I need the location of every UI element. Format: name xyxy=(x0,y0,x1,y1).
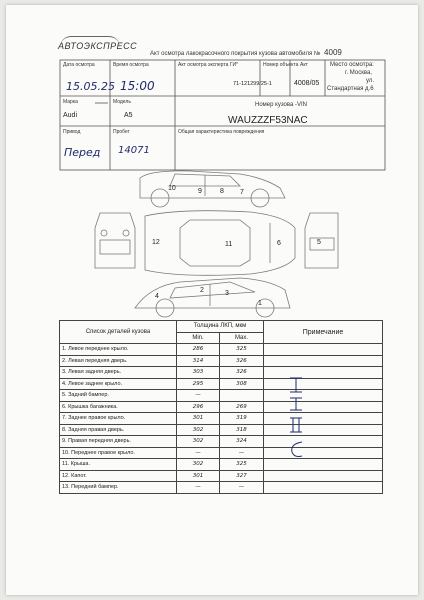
table-row xyxy=(60,447,383,459)
zone-label-1: 1 xyxy=(258,300,262,307)
table-row xyxy=(60,470,383,482)
table-row xyxy=(60,390,383,402)
col-max-header: Max. xyxy=(220,332,264,344)
thickness-min: 295 xyxy=(177,378,220,390)
object-number-label: Номер объекта xyxy=(263,62,299,68)
zone-label-6: 6 xyxy=(277,240,281,247)
col-thickness-header: Толщина ЛКП, мкм xyxy=(177,321,264,333)
note-mark-1 xyxy=(290,378,302,392)
note-mark-4 xyxy=(292,442,302,457)
thickness-min: 301 xyxy=(177,470,220,482)
thickness-max: 327 xyxy=(220,470,264,482)
thickness-min: 314 xyxy=(177,355,220,367)
date-label: Дата осмотра xyxy=(63,62,95,68)
right-side-view xyxy=(140,171,285,207)
part-name: 12. Капот. xyxy=(60,470,177,482)
thickness-min: 286 xyxy=(177,344,220,356)
place-value-address: Стандартная д.6 xyxy=(327,86,374,92)
thickness-min: 303 xyxy=(177,367,220,379)
part-name: 8. Задняя правая дверь. xyxy=(60,424,177,436)
document-title-text: Акт осмотра лакокрасочного покрытия кузова автомобиля № xyxy=(150,51,321,57)
thickness-min: 296 xyxy=(177,401,220,413)
thickness-min: 301 xyxy=(177,413,220,425)
table-row xyxy=(60,436,383,448)
model-value: A5 xyxy=(124,112,133,119)
logo-text: АВТОЭКСПРЕСС xyxy=(58,41,138,51)
thickness-min: — xyxy=(177,482,220,494)
part-name: 2. Левая передняя дверь. xyxy=(60,355,177,367)
thickness-max: 325 xyxy=(220,344,264,356)
table-row xyxy=(60,482,383,494)
object-number-value: 71-121299/25-1 xyxy=(233,81,272,87)
thickness-max: 326 xyxy=(220,355,264,367)
thickness-max: 326 xyxy=(220,367,264,379)
note-mark-3 xyxy=(290,418,302,432)
brand-value: Audi xyxy=(63,112,78,119)
note-mark-2 xyxy=(290,398,302,410)
zone-label-4: 4 xyxy=(155,293,159,300)
part-name: 7. Заднее правое крыло. xyxy=(60,413,177,425)
top-view xyxy=(145,211,295,276)
part-name: 11. Крыша. xyxy=(60,459,177,471)
drive-value: Перед xyxy=(64,146,101,159)
col-min-header: Min. xyxy=(177,332,220,344)
thickness-min: — xyxy=(177,390,220,402)
thickness-min: — xyxy=(177,447,220,459)
table-row xyxy=(60,378,383,390)
place-value-city: г. Москва, xyxy=(345,70,372,76)
part-name: 13. Передний бампер. xyxy=(60,482,177,494)
zone-label-2: 2 xyxy=(200,287,204,294)
document-number: 4009 xyxy=(324,48,342,57)
table-row xyxy=(60,459,383,471)
zone-label-12: 12 xyxy=(152,239,160,246)
act-value: 4008/05 xyxy=(294,80,320,87)
zone-label-10: 10 xyxy=(168,185,176,192)
thickness-max: 318 xyxy=(220,424,264,436)
thickness-max: — xyxy=(220,482,264,494)
model-label: Модель xyxy=(113,99,131,105)
handwritten-notes xyxy=(280,370,320,490)
thickness-max: 269 xyxy=(220,401,264,413)
table-row xyxy=(60,413,383,425)
zone-label-9: 9 xyxy=(198,188,202,195)
act-label: Акт xyxy=(300,62,308,68)
thickness-min: 302 xyxy=(177,436,220,448)
date-value: 15.05.25 xyxy=(66,80,115,93)
rear-view xyxy=(305,213,338,268)
part-name: 6. Крышка багажника. xyxy=(60,401,177,413)
zone-label-7: 7 xyxy=(240,189,244,196)
time-value: 15:00 xyxy=(120,79,155,93)
zone-label-11: 11 xyxy=(225,241,233,248)
parts-table xyxy=(59,320,383,494)
part-name: 4. Левое заднее крыло. xyxy=(60,378,177,390)
table-header-row xyxy=(60,321,383,333)
place-value-street: ул. xyxy=(366,78,375,84)
col-notes-header: Примечание xyxy=(264,321,383,344)
brand-label: Марка xyxy=(63,99,78,105)
thickness-max: 325 xyxy=(220,459,264,471)
note-cell xyxy=(264,355,383,367)
part-name: 10. Переднее правое крыло. xyxy=(60,447,177,459)
part-name: 3. Левая задняя дверь. xyxy=(60,367,177,379)
zone-label-3: 3 xyxy=(225,290,229,297)
expert-act-label: Акт осмотра эксперта ГИ* xyxy=(178,62,238,68)
thickness-max: 324 xyxy=(220,436,264,448)
general-damage-label: Общая характеристика повреждения xyxy=(178,129,265,135)
mileage-value: 14071 xyxy=(118,145,150,156)
drive-label: Привод xyxy=(63,129,81,135)
table-row xyxy=(60,367,383,379)
table-row xyxy=(60,401,383,413)
part-name: 1. Левое переднее крыло. xyxy=(60,344,177,356)
car-diagram xyxy=(80,168,340,320)
vin-label: Номер кузова -VIN xyxy=(255,102,307,108)
thickness-max: 308 xyxy=(220,378,264,390)
thickness-max: 319 xyxy=(220,413,264,425)
place-label: Место осмотра: xyxy=(330,62,374,68)
table-row xyxy=(60,344,383,356)
mileage-label: Пробег xyxy=(113,129,130,135)
zone-label-8: 8 xyxy=(220,188,224,195)
col-parts-header: Список деталей кузова xyxy=(60,321,177,344)
table-row xyxy=(60,424,383,436)
vin-value: WAUZZZF53NAC xyxy=(228,115,308,126)
time-label: Время осмотра xyxy=(113,62,149,68)
thickness-min: 302 xyxy=(177,424,220,436)
thickness-max: — xyxy=(220,447,264,459)
thickness-min: 302 xyxy=(177,459,220,471)
zone-label-5: 5 xyxy=(317,239,321,246)
thickness-max xyxy=(220,390,264,402)
table-row xyxy=(60,355,383,367)
part-name: 5. Задний бампер. xyxy=(60,390,177,402)
part-name: 9. Правая передняя дверь. xyxy=(60,436,177,448)
front-view xyxy=(95,213,135,268)
note-cell xyxy=(264,344,383,356)
